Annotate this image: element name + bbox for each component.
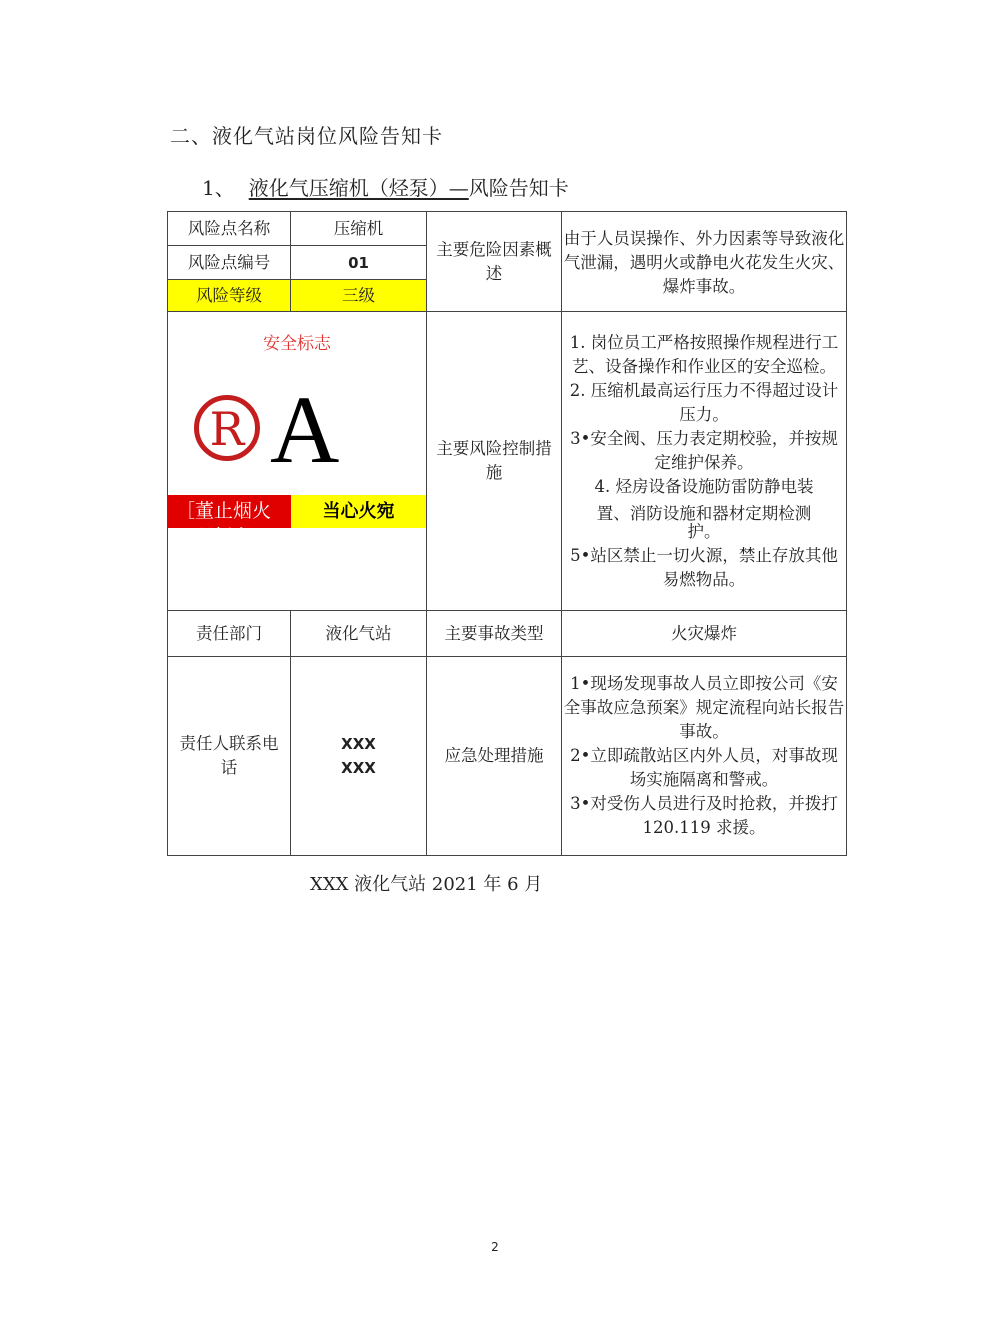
control-measure-1: 1. 岗位员工严格按照操作规程进行工艺、设备操作和作业区的安全巡检。 [569,332,839,376]
safety-sign [168,312,426,609]
letter-a-graphic: A [270,376,340,483]
hazard-label-text: 主要危险因素概述 [436,239,552,283]
control-measure-4-line2: 置、消防设施和器材定期检测 [596,503,812,523]
subsection-number: 1、 [202,176,235,200]
emergency-measure-3: 3•对受伤人员进行及时抢救，并拨打 120.119 求援。 [570,794,838,837]
contact-label [168,657,291,856]
registered-mark-icon: R [194,395,260,461]
risk-level-label: 风险等级 [168,280,291,312]
risk-level-value: 三级 [291,280,427,312]
control-measure-4-line1: 4. 烃房设备设施防雷防静电装 [594,476,814,496]
control-measure-3: 3•安全阀、压力表定期校验，并按规定维护保养。 [570,428,838,472]
safety-sign-cell [168,312,427,611]
no-fire-band [168,495,291,548]
risk-name-label: 风险点名称 [168,212,291,246]
control-measure-2: 2. 压缩机最高运行压力不得超过设计压力。 [569,380,839,424]
accident-type-value: 火灾爆炸 [562,611,847,657]
page-number: 2 [491,1240,499,1254]
subsection-title: 液化气压缩机（烃泵）— [248,176,469,200]
emergency-measure-2: 2•立即疏散站区内外人员，对事故现场实施隔离和警戒。 [570,746,838,789]
emergency-label: 应急处理措施 [427,657,562,856]
control-label [427,312,562,611]
control-measure-4 [562,475,846,544]
risk-notice-card [167,211,847,856]
control-measures [562,312,847,611]
emergency-measure-1: 1•现场发现事故人员立即按公司《安全事故应急预案》规定流程向站长报告事故。 [563,674,845,741]
accident-type-label: 主要事故类型 [427,611,562,657]
contact-value [291,657,427,856]
contact-value-1: XXX [341,735,376,753]
hazard-text: 由于人员误操作、外力因素等导致液化气泄漏，遇明火或静电火花发生火灾、爆炸事故。 [562,212,847,312]
footer-date: XXX 液化气站 2021 年 6 月 [310,874,543,895]
safety-sign-title: 安全标志 [263,334,331,354]
contact-value-2: XXX [341,759,376,777]
control-measure-4-line3: 护。 [687,521,721,541]
control-measure-5: 5•站区禁止一切火源，禁止存放其他易燃物品。 [570,545,838,589]
risk-code-label: 风险点编号 [168,246,291,280]
subsection-suffix: 风险告知卡 [468,176,569,200]
hazard-label [427,212,562,312]
control-label-text: 主要风险控制措施 [436,439,552,482]
fire-caution-band: 当心火宛 [291,495,426,528]
section-heading: 二、液化气站岗位风险告知卡 [170,124,443,148]
risk-code-value: 01 [291,246,427,280]
risk-name-value: 压缩机 [291,212,427,246]
contact-label-text: 责任人联系电话 [179,734,279,777]
no-fire-text: ［董止烟火 [176,500,272,522]
dept-label: 责任部门 [168,611,291,657]
emergency-measures [562,657,847,856]
dept-value: 液化气站 [291,611,427,657]
no-fire-text-second: ■器超向 [176,526,251,548]
subsection-heading [202,172,569,201]
